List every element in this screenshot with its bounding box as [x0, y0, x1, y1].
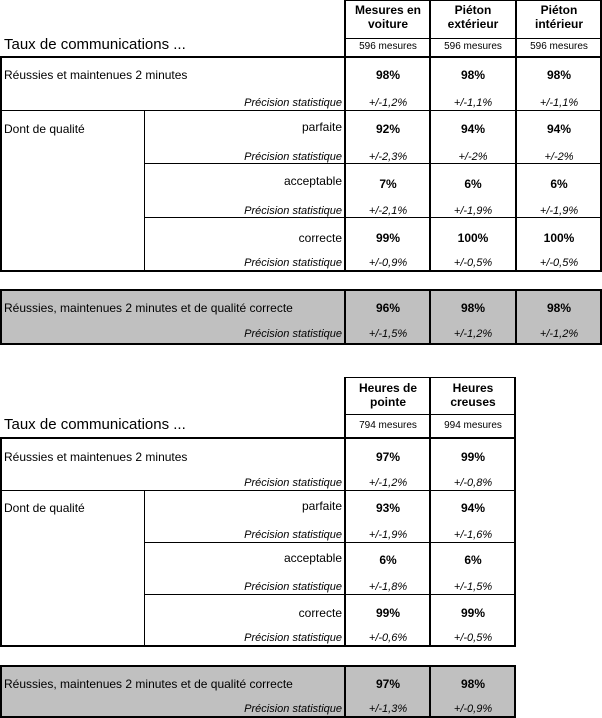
grid-line [0, 289, 602, 291]
grid-line [144, 594, 516, 595]
precision-label: Précision statistique [244, 529, 342, 541]
grid-line [344, 0, 346, 270]
precision-value: +/-0,5% [453, 257, 493, 269]
precision-label: Précision statistique [244, 328, 342, 340]
value-cell: 6% [464, 553, 482, 567]
table-title: Taux de communications ... [4, 36, 186, 53]
grid-line [144, 163, 602, 164]
precision-value: +/-0,9% [453, 703, 493, 715]
value-cell: 94% [546, 122, 572, 136]
value-cell: 99% [460, 450, 486, 464]
grid-line [0, 289, 2, 345]
precision-label: Précision statistique [244, 205, 342, 217]
grid-line [344, 38, 602, 39]
group-label: Dont de qualité [4, 501, 85, 515]
value-cell: 97% [375, 677, 401, 691]
precision-value: +/-1,2% [368, 97, 408, 109]
col-count: 596 mesures [359, 41, 417, 52]
value-cell: 100% [457, 231, 489, 245]
value-cell: 99% [375, 606, 401, 620]
precision-value: +/-1,9% [539, 205, 579, 217]
precision-value: +/-1,9% [368, 529, 408, 541]
grid-line [144, 217, 602, 218]
sub-label: acceptable [283, 551, 342, 565]
precision-value: +/-1,8% [368, 581, 408, 593]
precision-value: +/-0,5% [539, 257, 579, 269]
precision-value: +/-0,9% [368, 257, 408, 269]
precision-value: +/-1,6% [453, 529, 493, 541]
precision-label: Précision statistique [244, 97, 342, 109]
value-cell: 6% [379, 553, 397, 567]
sub-label: acceptable [283, 174, 342, 188]
grid-line [429, 0, 431, 270]
grid-line [0, 110, 602, 111]
precision-value: +/-1,1% [539, 97, 579, 109]
precision-label: Précision statistique [244, 632, 342, 644]
value-cell: 98% [546, 301, 572, 315]
value-cell: 7% [379, 177, 397, 191]
col-count: 994 mesures [444, 420, 502, 431]
col-count: 596 mesures [444, 41, 502, 52]
precision-value: +/-1,5% [368, 328, 408, 340]
col-count: 596 mesures [530, 41, 588, 52]
summary-label: Réussies, maintenues 2 minutes et de qualité correcte [4, 301, 293, 315]
value-cell: 98% [460, 301, 486, 315]
value-cell: 100% [543, 231, 575, 245]
value-cell: 92% [375, 122, 401, 136]
grid-line [0, 56, 602, 58]
precision-value: +/-1,2% [368, 477, 408, 489]
grid-line [144, 110, 145, 270]
col-header: Piéton extérieur [447, 3, 499, 31]
grid-line [429, 377, 431, 647]
value-cell: 94% [460, 122, 486, 136]
grid-line [144, 542, 516, 543]
sub-label: correcte [298, 606, 342, 620]
grid-line [515, 0, 517, 270]
precision-value: +/-0,8% [453, 477, 493, 489]
grid-line [0, 665, 516, 667]
grid-line [344, 665, 346, 718]
grid-line [0, 665, 2, 718]
grid-line [0, 270, 602, 272]
precision-label: Précision statistique [244, 477, 342, 489]
precision-label: Précision statistique [244, 257, 342, 269]
col-header: Piéton intérieur [534, 3, 583, 31]
row-label: Réussies et maintenues 2 minutes [4, 450, 188, 464]
grid-line [429, 665, 431, 718]
value-cell: 93% [375, 501, 401, 515]
grid-line [0, 437, 2, 647]
grid-line [0, 490, 516, 491]
grid-line [0, 56, 2, 272]
grid-line [429, 289, 431, 345]
precision-value: +/-2% [458, 151, 488, 163]
grid-line [514, 665, 516, 718]
value-cell: 98% [460, 677, 486, 691]
value-cell: 96% [375, 301, 401, 315]
value-cell: 99% [460, 606, 486, 620]
grid-line [344, 289, 346, 345]
col-count: 794 mesures [359, 420, 417, 431]
value-cell: 94% [460, 501, 486, 515]
col-header: Heures creuses [450, 381, 496, 409]
sub-label: correcte [298, 231, 342, 245]
precision-value: +/-1,1% [453, 97, 493, 109]
grid-line [515, 289, 517, 345]
grid-line [514, 377, 516, 647]
precision-value: +/-1,2% [453, 328, 493, 340]
value-cell: 98% [375, 68, 401, 82]
grid-line [144, 490, 145, 647]
row-label: Réussies et maintenues 2 minutes [4, 68, 188, 82]
grid-line [344, 377, 346, 647]
value-cell: 98% [546, 68, 572, 82]
group-label: Dont de qualité [4, 122, 85, 136]
value-cell: 6% [550, 177, 568, 191]
col-header: Mesures en voiture [354, 3, 422, 31]
summary-label: Réussies, maintenues 2 minutes et de qualité correcte [4, 677, 293, 691]
precision-value: +/-2% [544, 151, 574, 163]
precision-label: Précision statistique [244, 581, 342, 593]
value-cell: 97% [375, 450, 401, 464]
precision-value: +/-1,5% [453, 581, 493, 593]
grid-line [0, 645, 516, 647]
precision-value: +/-2,3% [368, 151, 408, 163]
value-cell: 98% [460, 68, 486, 82]
sub-label: parfaite [301, 499, 342, 513]
table-title: Taux de communications ... [4, 416, 186, 433]
grid-line [0, 437, 516, 439]
value-cell: 99% [375, 231, 401, 245]
precision-label: Précision statistique [244, 151, 342, 163]
sub-label: parfaite [301, 120, 342, 134]
precision-value: +/-2,1% [368, 205, 408, 217]
precision-value: +/-1,2% [539, 328, 579, 340]
grid-line [344, 0, 602, 1]
precision-value: +/-0,6% [368, 632, 408, 644]
precision-value: +/-1,3% [368, 703, 408, 715]
col-header: Heures de pointe [358, 381, 418, 409]
precision-label: Précision statistique [244, 703, 342, 715]
value-cell: 6% [464, 177, 482, 191]
precision-value: +/-1,9% [453, 205, 493, 217]
precision-value: +/-0,5% [453, 632, 493, 644]
grid-line [0, 343, 602, 345]
